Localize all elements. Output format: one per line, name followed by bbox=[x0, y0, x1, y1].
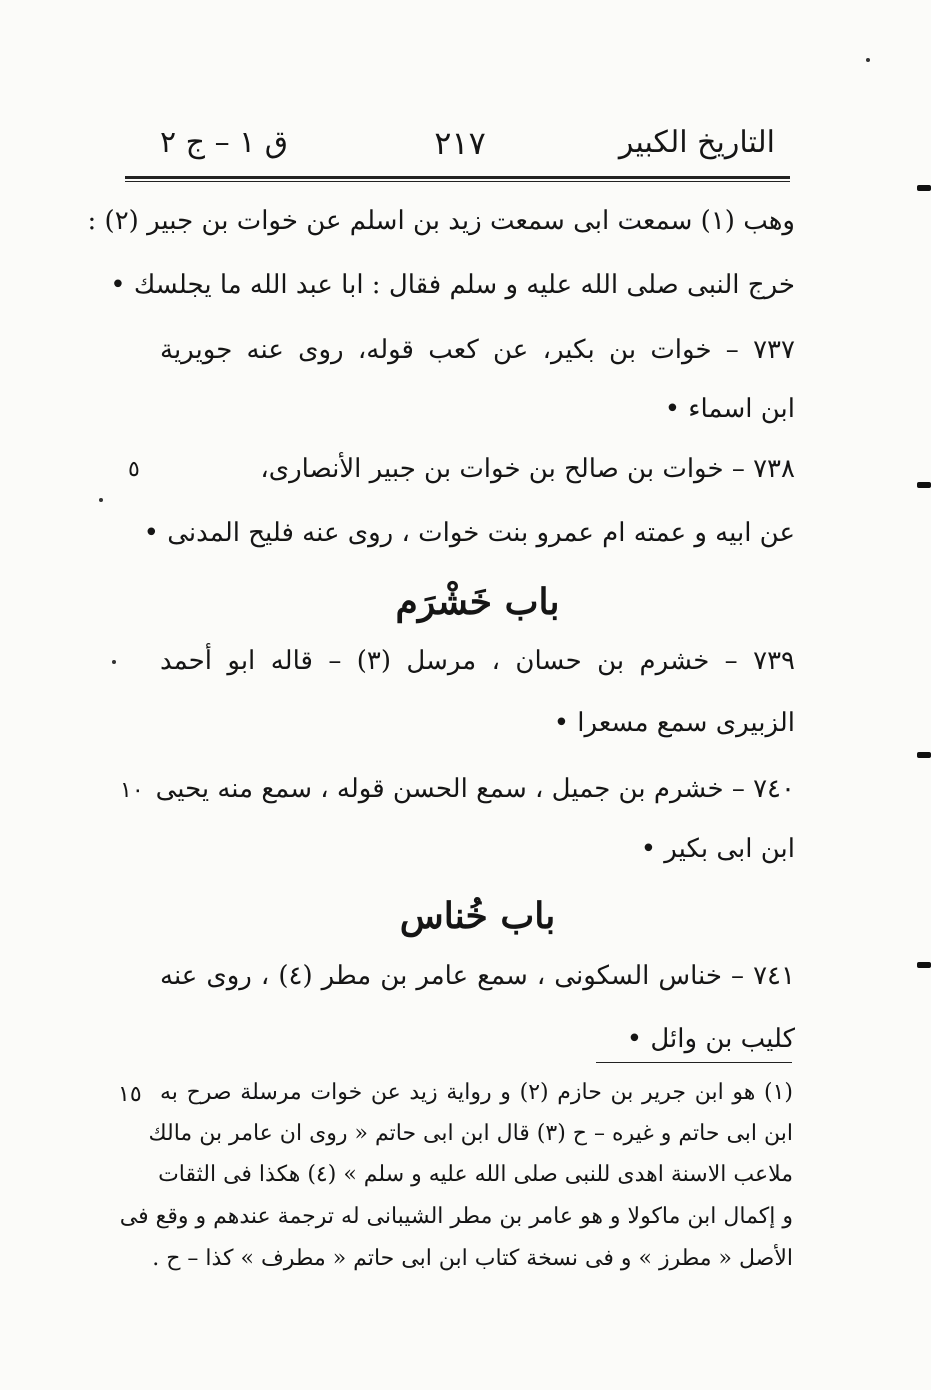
footnote-rule bbox=[596, 1062, 792, 1063]
section-heading-khashram: باب خَشْرَم bbox=[395, 581, 560, 623]
section-heading-khunas: باب خُناس bbox=[399, 895, 556, 937]
entry-738: ٧٣٨ – خوات بن صالح بن خوات بن جبير الأنصارى، bbox=[260, 454, 795, 484]
footnote-line: ملاعب الاسنة اهدى للنبى صلى الله عليه و سلم » (٤) هكذا فى الثقات bbox=[158, 1162, 793, 1187]
footnote-line: الأصل « مطرز » و فى نسخة كتاب ابن ابى حاتم « مطرف » كذا – ح . bbox=[152, 1246, 793, 1271]
page-number: ٢١٧ bbox=[434, 124, 486, 162]
text-line: الزبيرى سمع مسعرا • bbox=[553, 708, 795, 738]
text-line: خرج النبى صلى الله عليه و سلم فقال : ابا عبد الله ما يجلسك • bbox=[110, 270, 795, 300]
edge-mark bbox=[917, 752, 931, 758]
entry-737: ٧٣٧ – خوات بن بكير، عن كعب قوله، روى عنه جويرية bbox=[160, 335, 795, 365]
entry-741: ٧٤١ – خناس السكونى ، سمع عامر بن مطر (٤) ، روى عنه bbox=[160, 961, 795, 991]
edge-mark bbox=[917, 185, 931, 191]
volume-marker: ق ١ – ج ٢ bbox=[160, 125, 289, 160]
line-number: ٥ bbox=[128, 457, 140, 482]
text-line: كليب بن وائل • bbox=[626, 1024, 795, 1054]
line-number: ١٥ bbox=[118, 1082, 142, 1107]
entry-739: ٧٣٩ – خشرم بن حسان ، مرسل (٣) – قاله ابو أحمد bbox=[160, 646, 796, 676]
edge-mark bbox=[917, 962, 931, 968]
running-title: التاريخ الكبير bbox=[618, 125, 775, 160]
text-line: عن ابيه و عمته ام عمرو بنت خوات ، روى عنه فليح المدنى • bbox=[143, 518, 795, 548]
speck bbox=[99, 498, 103, 502]
text-line: ابن ابى بكير • bbox=[640, 834, 795, 864]
header-rule-thin bbox=[125, 181, 790, 182]
text-line: ابن اسماء • bbox=[664, 394, 795, 424]
footnote-line: ابن ابى حاتم و غيره – ح (٣) قال ابن ابى حاتم « روى ان عامر بن مالك bbox=[148, 1121, 793, 1146]
header-rule-thick bbox=[125, 176, 790, 179]
text-line: وهب (١) سمعت ابى سمعت زيد بن اسلم عن خوات بن جبير (٢) : bbox=[87, 206, 795, 236]
edge-mark bbox=[917, 482, 931, 488]
speck bbox=[866, 58, 870, 62]
line-number: ١٠ bbox=[120, 778, 144, 803]
footnote-line: (١) هو ابن جرير بن حازم (٢) و رواية زيد عن خوات مرسلة صرح به bbox=[160, 1080, 793, 1105]
footnote-line: و إكمال ابن ماكولا و هو عامر بن مطر الشيبانى له ترجمة عندهم و وقع فى bbox=[119, 1204, 793, 1229]
speck bbox=[112, 660, 116, 664]
entry-740: ٧٤٠ – خشرم بن جميل ، سمع الحسن قوله ، سمع منه يحيى bbox=[155, 774, 795, 804]
